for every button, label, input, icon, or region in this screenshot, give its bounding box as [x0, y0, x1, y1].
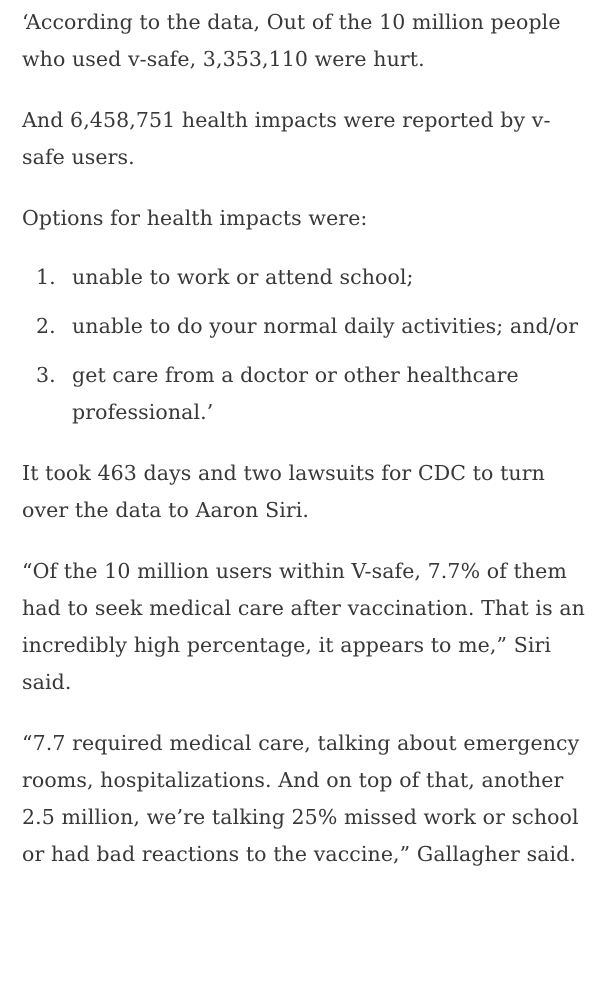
health-impact-options-list — [22, 259, 590, 431]
list-item-text: unable to work or attend school; — [72, 265, 414, 289]
list-item-text: unable to do your normal daily activities; and/or — [72, 314, 579, 338]
paragraph-health-impacts: And 6,458,751 health impacts were reported by v-safe users. — [22, 108, 551, 169]
list-item — [22, 357, 590, 431]
list-number: 1. — [36, 265, 56, 289]
paragraph-gallagher-quote: “7.7 required medical care, talking about emergency rooms, hospitalizations. And on top of that, another 2.5 million, we’re talking 25% missed work or school or had bad reactions to the vaccine,” Gallagher said. — [22, 731, 580, 866]
paragraph-siri-quote: “Of the 10 million users within V-safe, 7.7% of them had to seek medical care after vaccination. That is an incredibly high percentage, it appears to me,” Siri said. — [22, 559, 585, 694]
paragraph-options-intro: Options for health impacts were: — [22, 206, 368, 230]
list-item — [22, 308, 590, 345]
list-number: 2. — [36, 314, 56, 338]
paragraph-vsafe-hurt: ‘According to the data, Out of the 10 million people who used v-safe, 3,353,110 were hurt. — [22, 10, 561, 71]
article-body — [22, 4, 590, 873]
list-number: 3. — [36, 363, 56, 387]
list-item-text: get care from a doctor or other healthcare professional.’ — [72, 363, 519, 424]
list-item — [22, 259, 590, 296]
paragraph-lawsuits: It took 463 days and two lawsuits for CDC to turn over the data to Aaron Siri. — [22, 461, 545, 522]
